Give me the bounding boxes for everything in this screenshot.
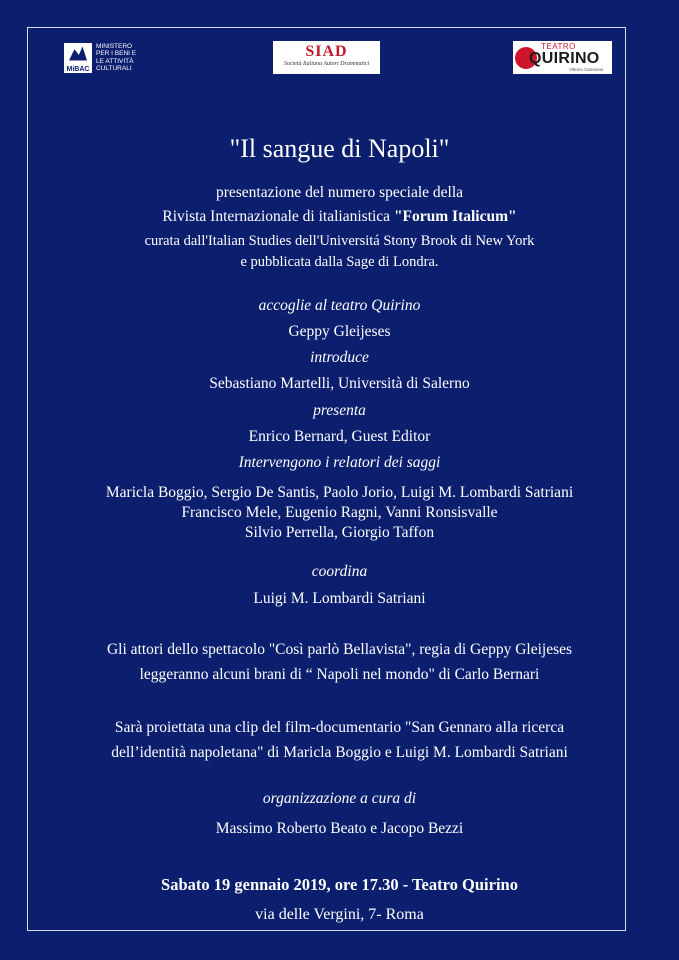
mibac-emblem-label: MiBAC (66, 65, 90, 73)
mibac-emblem-icon (64, 43, 92, 73)
speakers-line-1: Maricla Boggio, Sergio De Santis, Paolo Jorio, Luigi M. Lombardi Satriani (105, 484, 574, 501)
quirino-logo (513, 41, 612, 74)
introduce-label: introduce (310, 349, 369, 366)
quirino-main-label: QUIRINO (529, 50, 600, 67)
event-date: Sabato 19 gennaio 2019, ore 17.30 - Teatro Quirino (161, 875, 518, 894)
reading-line-1: Gli attori dello spettacolo "Così parlò Bellavista", regia di Geppy Gleijeses (106, 641, 573, 658)
intro-line-4: e pubblicata dalla Sage di Londra. (240, 254, 439, 270)
coordinator-label: coordina (311, 563, 368, 580)
organization-label: organizzazione a cura di (262, 790, 417, 807)
quirino-sub-label: Vittorio Gassman (569, 67, 604, 72)
siad-subtitle: Società Italiana Autori Drammatici (283, 61, 370, 67)
reading-line-2: leggeranno alcuni brani di “ Napoli nel mondo" di Carlo Bernari (139, 666, 540, 683)
intro-line-2 (28, 207, 651, 227)
journal-name: "Forum Italicum" (393, 208, 517, 225)
event-address: via delle Vergini, 7- Roma (255, 906, 424, 923)
welcome-label: accoglie al teatro Quirino (258, 297, 421, 314)
quirino-top-label: TEATRO (541, 42, 576, 51)
event-title: "Il sangue di Napoli" (229, 134, 450, 163)
speakers-label: Intervengono i relatori dei saggi (238, 454, 441, 471)
intro-line-3: curata dall'Italian Studies dell'Universitá Stony Brook di New York (144, 233, 535, 249)
speakers-line-3: Silvio Perrella, Giorgio Taffon (244, 524, 435, 541)
speakers-line-2: Francisco Mele, Eugenio Ragni, Vanni Ronsisvalle (181, 504, 498, 521)
introduce-name: Sebastiano Martelli, Università di Salerno (209, 375, 470, 392)
quirino-words (529, 43, 603, 72)
organization-names: Massimo Roberto Beato e Jacopo Bezzi (215, 820, 464, 837)
mibac-text: MINISTERO PER I BENI E LE ATTIVITÀ CULTURALI (96, 42, 137, 72)
present-label: presenta (313, 402, 366, 419)
welcome-name: Geppy Gleijeses (288, 323, 391, 340)
siad-logo (273, 41, 380, 74)
clip-line-2: dell’identità napoletana" di Maricla Boggio e Luigi M. Lombardi Satriani (111, 744, 568, 761)
clip-line-1: Sarà proiettata una clip del film-documentario "San Gennaro alla ricerca (114, 719, 565, 736)
intro-line-2-prefix: Rivista Internazionale di italianistica (162, 208, 394, 225)
siad-name: SIAD (305, 43, 348, 60)
coordinator-name: Luigi M. Lombardi Satriani (253, 590, 426, 607)
present-name: Enrico Bernard, Guest Editor (248, 428, 431, 445)
intro-line-1: presentazione del numero speciale della (215, 184, 464, 201)
mibac-logo (64, 41, 144, 74)
